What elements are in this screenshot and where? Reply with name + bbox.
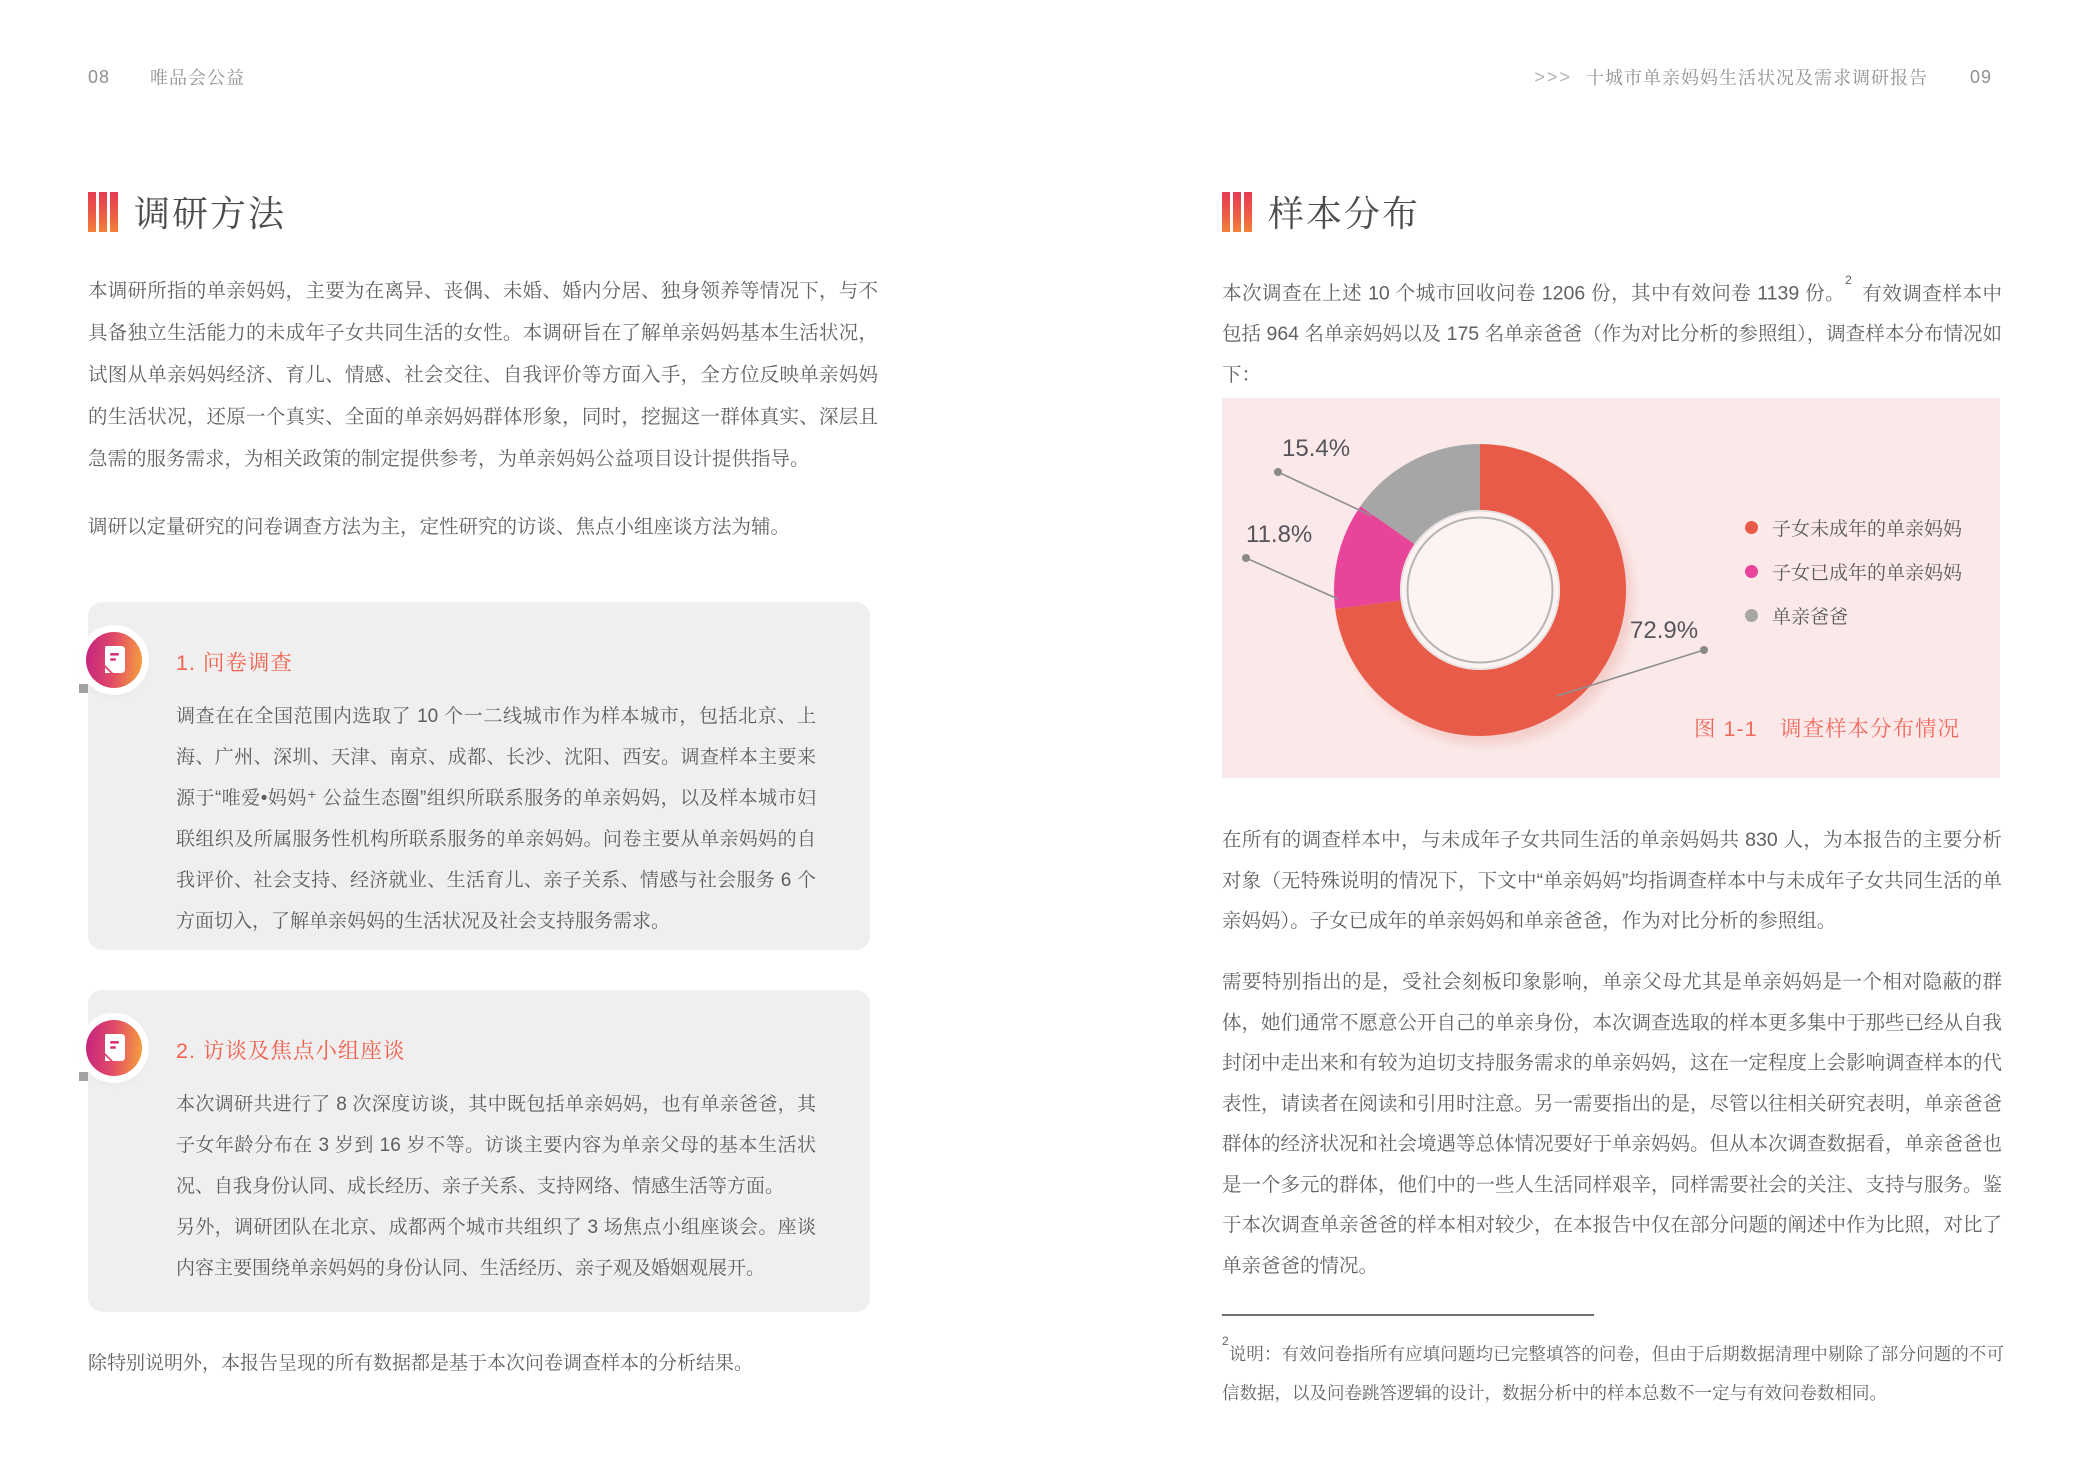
footnote: [1222, 1330, 2004, 1413]
report-title: 十城市单亲妈妈生活状况及需求调研报告: [1585, 68, 1928, 88]
document-icon: [101, 1033, 127, 1063]
label-leader-pink: [1242, 521, 1338, 599]
sample-intro-paragraph: [1222, 268, 2002, 395]
sample-distribution-panel: [1222, 398, 2000, 778]
right-page-header: [1534, 64, 1992, 90]
left-page-header: [88, 64, 245, 90]
left-footer-note: 除特别说明外，本报告呈现的所有数据都是基于本次问卷调查样本的分析结果。: [88, 1353, 754, 1374]
box1-title: 1. 问卷调查: [176, 651, 293, 675]
box2-body: [176, 1084, 816, 1289]
box1-corner-mark: [79, 684, 88, 693]
legend-item: [1745, 558, 1962, 585]
pct-label-red: 72.9%: [1630, 617, 1699, 644]
label-leader-gray: [1274, 435, 1372, 516]
section-title-sample: [1222, 186, 1420, 237]
right-page-number: 09: [1969, 66, 1992, 87]
note-badge-icon: [86, 632, 142, 688]
section-title-text: 样本分布: [1268, 193, 1421, 234]
left-page-number: 08: [88, 66, 111, 87]
note-badge-icon: [86, 1020, 142, 1076]
section-title-text: 调研方法: [134, 193, 287, 234]
header-arrows: >>>: [1534, 66, 1572, 87]
chart-legend: [1745, 514, 1962, 629]
section-title-methods: [88, 186, 286, 237]
box1-paragraph: 调查在在全国范围内选取了 10 个一二线城市作为样本城市，包括北京、上海、广州、深圳、天津、南京、成都、长沙、沈阳、西安。调查样本主要来源于“唯爱•妈妈⁺ 公益生态圈”组织所联系服务的单亲妈妈，以及样本城市妇联组织及所属服务性机构所联系服务的单亲妈妈。问卷主要从单亲妈妈的自我评价、社会支持、经济就业、生活育儿、亲子关系、情感与社会服务 6 个方面切入，了解单亲妈妈的生活状况及社会支持服务需求。: [176, 706, 816, 932]
pct-label-gray: 15.4%: [1282, 435, 1351, 462]
section-bars-icon: [1222, 192, 1252, 232]
box2-paragraph: 本次调研共进行了 8 次深度访谈，其中既包括单亲妈妈，也有单亲爸爸，其子女年龄分布在 3 岁到 16 岁不等。访谈主要内容为单亲父母的基本生活状况、自我身份认同、成长经历、亲子关系、支持网络、情感生活等方面。: [176, 1094, 816, 1197]
brand-name: 唯品会公益: [150, 68, 246, 88]
figure-caption: 图 1-1 调查样本分布情况: [1694, 717, 1961, 741]
footnote-marker: 2: [1222, 1334, 1229, 1348]
box2-corner-mark: [79, 1072, 88, 1081]
intro-text: 本次调查在上述 10 个城市回收问卷 1206 份，其中有效问卷 1139 份。: [1222, 282, 1846, 305]
document-icon: [101, 645, 127, 675]
legend-dot-pink-icon: [1745, 565, 1758, 578]
footnote-ref: 2: [1845, 273, 1852, 287]
legend-dot-red-icon: [1745, 521, 1758, 534]
box2-paragraph: 另外，调研团队在北京、成都两个城市共组织了 3 场焦点小组座谈会。座谈内容主要围绕单亲妈妈的身份认同、生活经历、亲子观及婚姻观展开。: [176, 1217, 816, 1279]
method-box-questionnaire: [88, 602, 870, 950]
legend-item: [1745, 514, 1962, 541]
box2-title: 2. 访谈及焦点小组座谈: [176, 1039, 406, 1063]
pct-label-pink: 11.8%: [1246, 521, 1313, 548]
methods-note-paragraph: 调研以定量研究的问卷调查方法为主，定性研究的访谈、焦点小组座谈方法为辅。: [88, 516, 791, 538]
method-box-interviews: [88, 990, 870, 1312]
section-bars-icon: [88, 192, 118, 232]
footnote-divider: [1222, 1314, 1594, 1316]
footnote-text: 说明：有效问卷指所有应填问题均已完整填答的问卷，但由于后期数据清理中剔除了部分问题的不可信数据，以及问卷跳答逻辑的设计，数据分析中的样本总数不一定与有效问卷数相同。: [1222, 1343, 2004, 1403]
methods-intro-paragraph: 本调研所指的单亲妈妈，主要为在离异、丧偶、未婚、婚内分居、独身领养等情况下，与不具备独立生活能力的未成年子女共同生活的女性。本调研旨在了解单亲妈妈基本生活状况，试图从单亲妈妈经济、育儿、情感、社会交往、自我评价等方面入手，全方位反映单亲妈妈的生活状况，还原一个真实、全面的单亲妈妈群体形象，同时，挖掘这一群体真实、深层且急需的服务需求，为相关政策的制定提供参考，为单亲妈妈公益项目设计提供指导。: [88, 280, 878, 470]
legend-label: 子女已成年的单亲妈妈: [1772, 563, 1963, 584]
legend-dot-gray-icon: [1745, 609, 1758, 622]
legend-label: 单亲爸爸: [1772, 607, 1849, 628]
sample-analysis-paragraph: 在所有的调查样本中，与未成年子女共同生活的单亲妈妈共 830 人，为本报告的主要分析对象（无特殊说明的情况下，下文中“单亲妈妈”均指调查样本中与未成年子女共同生活的单亲妈妈）。子女已成年的单亲妈妈和单亲爸爸，作为对比分析的参照组。: [1222, 829, 2002, 932]
sample-limitations-paragraph: 需要特别指出的是，受社会刻板印象影响，单亲父母尤其是单亲妈妈是一个相对隐蔽的群体，她们通常不愿意公开自己的单亲身份，本次调查选取的样本更多集中于那些已经从自我封闭中走出来和有较为迫切支持服务需求的单亲妈妈，这在一定程度上会影响调查样本的代表性，请读者在阅读和引用时注意。另一需要指出的是，尽管以往相关研究表明，单亲爸爸群体的经济状况和社会境遇等总体情况要好于单亲妈妈。但从本次调查数据看，单亲爸爸也是一个多元的群体，他们中的一些人生活同样艰辛，同样需要社会的关注、支持与服务。鉴于本次调查单亲爸爸的样本相对较少，在本报告中仅在部分问题的阐述中作为比照，对比了单亲爸爸的情况。: [1222, 971, 2003, 1277]
legend-label: 子女未成年的单亲妈妈: [1772, 519, 1963, 540]
intro-text: 有效调查样本中包括 964 名单亲妈妈以及 175 名单亲爸爸（作为对比分析的参照组），调查样本分布情况如下：: [1222, 282, 2002, 386]
legend-item: [1745, 602, 1962, 629]
box1-body: [176, 696, 816, 942]
